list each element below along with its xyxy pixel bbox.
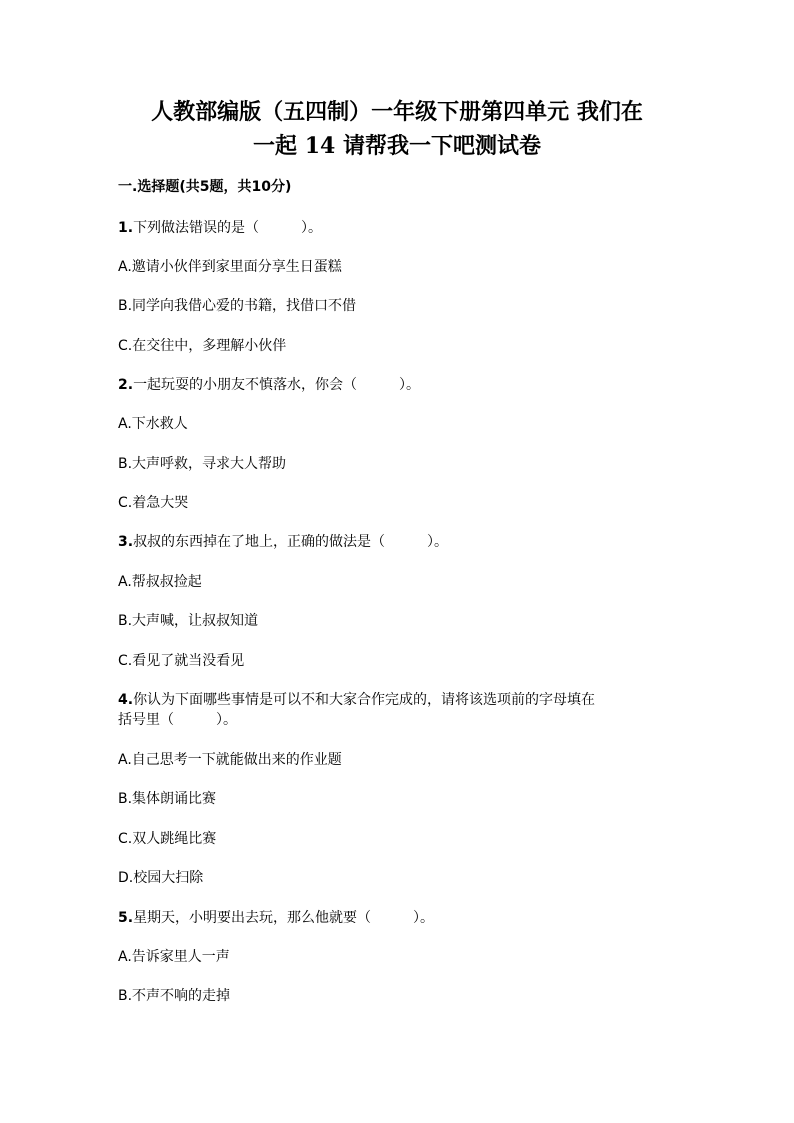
question-3 — [118, 532, 448, 552]
question-text: 星期天，小明要出去玩，那么他就要（ ）。 — [133, 910, 435, 926]
question-5-option-b: B.不声不响的走掉 — [118, 988, 231, 1004]
question-1-option-c: C.在交往中，多理解小伙伴 — [118, 338, 287, 354]
question-2-option-b: B.大声呼救，寻求大人帮助 — [118, 456, 287, 472]
question-number: 5. — [118, 910, 134, 926]
page-title-line-1: 人教部编版（五四制）一年级下册第四单元 我们在 — [151, 99, 643, 125]
question-4-option-c: C.双人跳绳比赛 — [118, 831, 217, 847]
question-1-option-a: A.邀请小伙伴到家里面分享生日蛋糕 — [118, 259, 342, 275]
question-3-option-a: A.帮叔叔捡起 — [118, 574, 202, 590]
section-heading: 一.选择题(共5题，共10分) — [118, 179, 292, 195]
question-text: 一起玩耍的小朋友不慎落水，你会（ ）。 — [133, 377, 421, 393]
question-1 — [118, 218, 322, 238]
question-1-option-b: B.同学向我借心爱的书籍，找借口不借 — [118, 298, 357, 314]
question-number: 3. — [118, 534, 134, 550]
question-text: 叔叔的东西掉在了地上，正确的做法是（ ）。 — [133, 534, 449, 550]
question-4-option-b: B.集体朗诵比赛 — [118, 791, 217, 807]
question-text: 你认为下面哪些事情是可以不和大家合作完成的，请将该选项前的字母填在 — [133, 692, 596, 708]
question-3-option-c: C.看见了就当没看见 — [118, 653, 245, 669]
question-number: 2. — [118, 377, 134, 393]
question-5 — [118, 908, 434, 928]
question-4-option-d: D.校园大扫除 — [118, 870, 204, 886]
question-4 — [118, 690, 595, 710]
question-2-option-c: C.着急大哭 — [118, 495, 189, 511]
question-3-option-b: B.大声喊，让叔叔知道 — [118, 613, 259, 629]
question-2 — [118, 375, 420, 395]
question-4-continuation: 括号里（ ）。 — [118, 712, 237, 728]
question-4-option-a: A.自己思考一下就能做出来的作业题 — [118, 752, 342, 768]
question-number: 1. — [118, 220, 134, 236]
question-5-option-a: A.告诉家里人一声 — [118, 949, 230, 965]
question-number: 4. — [118, 692, 134, 708]
page-title-line-2: 一起 14 请帮我一下吧测试卷 — [253, 133, 541, 159]
question-text: 下列做法错误的是（ ）。 — [133, 220, 323, 236]
question-2-option-a: A.下水救人 — [118, 416, 188, 432]
